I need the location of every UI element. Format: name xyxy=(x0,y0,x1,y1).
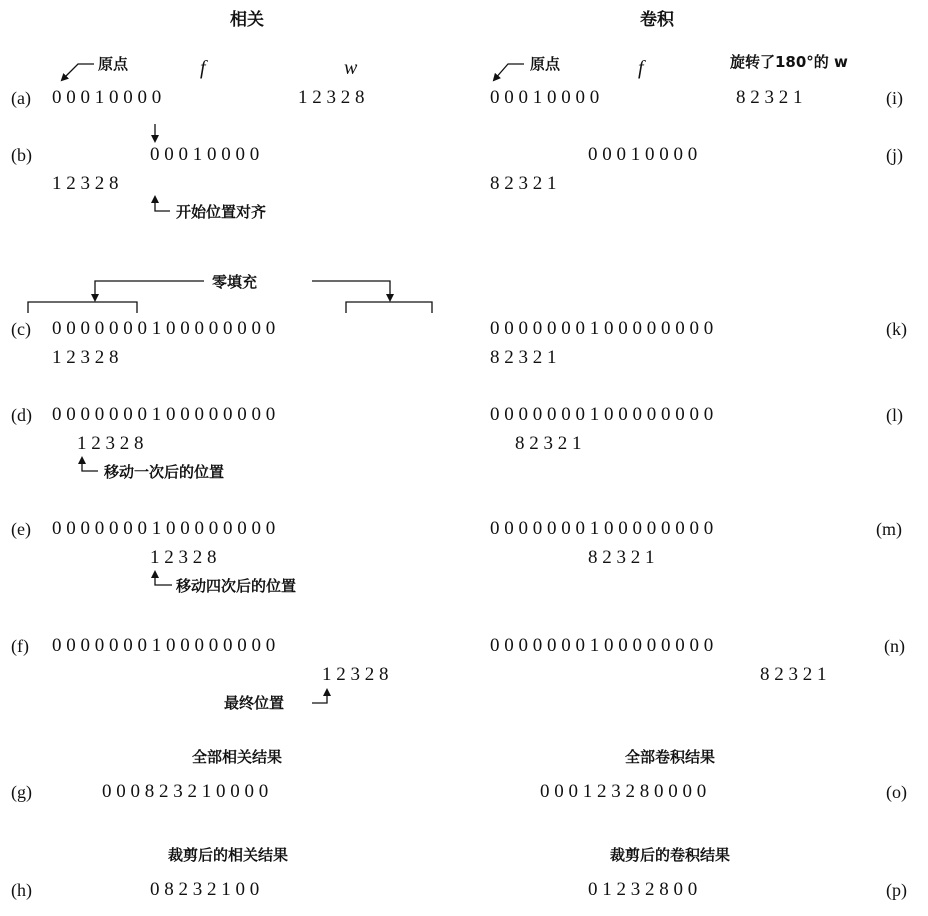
origin-label-left: 原点 xyxy=(98,55,129,73)
row-label-f: (f) xyxy=(11,636,29,656)
row-label-o: (o) xyxy=(886,782,907,802)
seq-e-f: 0 0 0 0 0 0 0 1 0 0 0 0 0 0 0 0 xyxy=(52,518,276,539)
row-label-m: (m) xyxy=(876,519,902,539)
seq-h: 0 8 2 3 2 1 0 0 xyxy=(150,879,260,900)
row-label-b: (b) xyxy=(11,145,32,165)
cropped-convolution-header: 裁剪后的卷积结果 xyxy=(610,846,731,864)
seq-f-f: 0 0 0 0 0 0 0 1 0 0 0 0 0 0 0 0 xyxy=(52,635,276,656)
seq-c-f: 0 0 0 0 0 0 0 1 0 0 0 0 0 0 0 0 xyxy=(52,318,276,339)
seq-i-f: 0 0 0 1 0 0 0 0 xyxy=(490,87,600,108)
after-four-shifts-label: 移动四次后的位置 xyxy=(176,577,297,595)
seq-b-f: 0 0 0 1 0 0 0 0 xyxy=(150,144,260,165)
row-label-j: (j) xyxy=(886,145,903,165)
seq-a-w: 1 2 3 2 8 xyxy=(298,87,365,108)
row-label-i: (i) xyxy=(886,88,903,108)
seq-j-f: 0 0 0 1 0 0 0 0 xyxy=(588,144,698,165)
origin-arrow-right xyxy=(494,64,524,80)
seq-g: 0 0 0 8 2 3 2 1 0 0 0 0 xyxy=(102,781,269,802)
correlation-title: 相关 xyxy=(230,10,264,30)
seq-b-w: 1 2 3 2 8 xyxy=(52,173,119,194)
shift-one-leader xyxy=(82,458,98,471)
full-convolution-header: 全部卷积结果 xyxy=(625,748,716,766)
shift-four-leader xyxy=(155,572,172,585)
row-label-n: (n) xyxy=(884,636,905,656)
seq-k-f: 0 0 0 0 0 0 0 1 0 0 0 0 0 0 0 0 xyxy=(490,318,714,339)
seq-n-f: 0 0 0 0 0 0 0 1 0 0 0 0 0 0 0 0 xyxy=(490,635,714,656)
zero-pad-pointer-right xyxy=(312,281,390,300)
row-label-p: (p) xyxy=(886,880,907,900)
seq-l-w: 8 2 3 2 1 xyxy=(515,433,582,454)
seq-i-w: 8 2 3 2 1 xyxy=(736,87,803,108)
f-label-left: f xyxy=(200,57,206,79)
seq-j-w: 8 2 3 2 1 xyxy=(490,173,557,194)
start-align-label: 开始位置对齐 xyxy=(176,203,267,221)
row-label-d: (d) xyxy=(11,405,32,425)
row-label-c: (c) xyxy=(11,319,31,339)
seq-c-w: 1 2 3 2 8 xyxy=(52,347,119,368)
cropped-correlation-header: 裁剪后的相关结果 xyxy=(168,846,289,864)
final-position-leader xyxy=(312,690,327,703)
seq-e-w: 1 2 3 2 8 xyxy=(150,547,217,568)
seq-f-w: 1 2 3 2 8 xyxy=(322,664,389,685)
seq-m-w: 8 2 3 2 1 xyxy=(588,547,655,568)
seq-p: 0 1 2 3 2 8 0 0 xyxy=(588,879,698,900)
row-label-k: (k) xyxy=(886,319,907,339)
zero-pad-pointer-left xyxy=(95,281,204,300)
zero-pad-bracket-right xyxy=(346,302,432,313)
row-label-h: (h) xyxy=(11,880,32,900)
w-rotated-label: 旋转了180°的 w xyxy=(730,53,848,71)
w-label-left: w xyxy=(344,57,358,79)
seq-d-w: 1 2 3 2 8 xyxy=(77,433,144,454)
seq-m-f: 0 0 0 0 0 0 0 1 0 0 0 0 0 0 0 0 xyxy=(490,518,714,539)
zero-pad-bracket-left xyxy=(28,302,137,313)
convolution-title: 卷积 xyxy=(640,10,674,30)
row-label-g: (g) xyxy=(11,782,32,802)
row-label-l: (l) xyxy=(886,405,903,425)
seq-d-f: 0 0 0 0 0 0 0 1 0 0 0 0 0 0 0 0 xyxy=(52,404,276,425)
origin-arrow-left xyxy=(62,64,94,80)
seq-a-f: 0 0 0 1 0 0 0 0 xyxy=(52,87,162,108)
seq-l-f: 0 0 0 0 0 0 0 1 0 0 0 0 0 0 0 0 xyxy=(490,404,714,425)
after-one-shift-label: 移动一次后的位置 xyxy=(104,463,225,481)
seq-o: 0 0 0 1 2 3 2 8 0 0 0 0 xyxy=(540,781,707,802)
row-label-e: (e) xyxy=(11,519,31,539)
row-label-a: (a) xyxy=(11,88,31,108)
final-position-label: 最终位置 xyxy=(224,694,285,712)
full-correlation-header: 全部相关结果 xyxy=(192,748,283,766)
seq-k-w: 8 2 3 2 1 xyxy=(490,347,557,368)
zero-padding-label: 零填充 xyxy=(212,273,258,291)
start-align-leader xyxy=(155,197,170,211)
seq-n-w: 8 2 3 2 1 xyxy=(760,664,827,685)
f-label-right: f xyxy=(638,57,644,79)
origin-label-right: 原点 xyxy=(530,55,561,73)
